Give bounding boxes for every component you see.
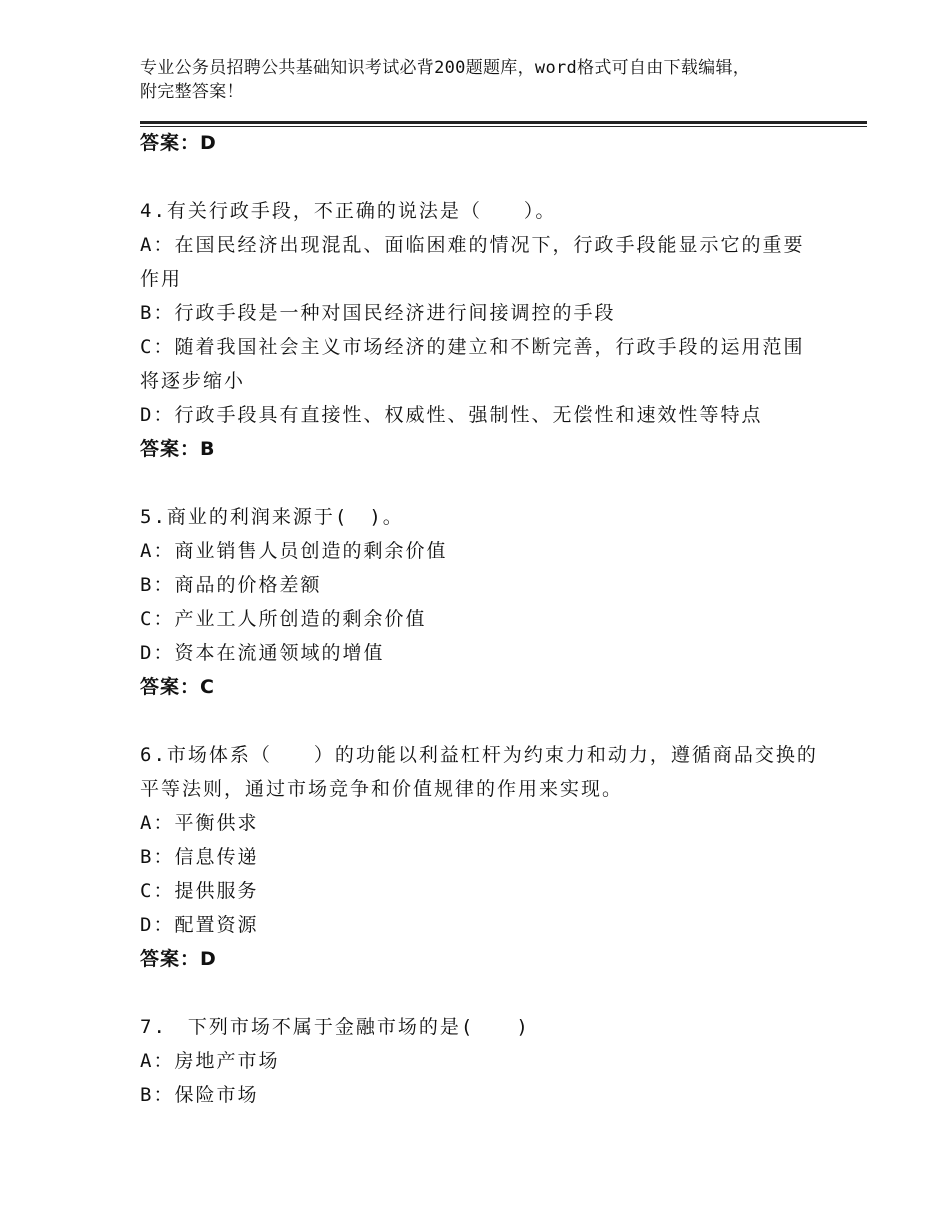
option-c: C：随着我国社会主义市场经济的建立和不断完善，行政手段的运用范围将逐步缩小 — [140, 336, 805, 392]
header-line-1: 专业公务员招聘公共基础知识考试必背200题题库，word格式可自由下载编辑， — [140, 58, 751, 78]
option-a: A：平衡供求 — [140, 812, 259, 834]
previous-answer: 答案：D — [140, 132, 217, 154]
page-header — [140, 56, 840, 104]
header-line-2: 附完整答案！ — [140, 82, 244, 102]
option-c: C：提供服务 — [140, 880, 259, 902]
option-d: D：行政手段具有直接性、权威性、强制性、无偿性和速效性等特点 — [140, 404, 763, 426]
option-a: A：房地产市场 — [140, 1050, 280, 1072]
option-c: C：产业工人所创造的剩余价值 — [140, 608, 427, 630]
question-5 — [140, 500, 820, 704]
question-stem: 4.有关行政手段，不正确的说法是（ ）。 — [140, 200, 557, 222]
question-6 — [140, 738, 820, 976]
option-d: D：配置资源 — [140, 914, 259, 936]
option-b: B：信息传递 — [140, 846, 259, 868]
question-list — [140, 126, 820, 1112]
question-7 — [140, 1010, 820, 1112]
answer-label: 答案：D — [140, 948, 217, 970]
option-d: D：资本在流通领域的增值 — [140, 642, 385, 664]
question-stem: 5.商业的利润来源于( )。 — [140, 506, 404, 528]
option-a: A：在国民经济出现混乱、面临困难的情况下，行政手段能显示它的重要作用 — [140, 234, 805, 290]
option-a: A：商业销售人员创造的剩余价值 — [140, 540, 448, 562]
question-4 — [140, 194, 820, 466]
answer-label: 答案：C — [140, 676, 215, 698]
question-stem: 7. 下列市场不属于金融市场的是( ) — [140, 1016, 530, 1038]
option-b: B：保险市场 — [140, 1084, 259, 1106]
answer-label: 答案：B — [140, 438, 216, 460]
option-b: B：商品的价格差额 — [140, 574, 322, 596]
option-b: B：行政手段是一种对国民经济进行间接调控的手段 — [140, 302, 616, 324]
question-stem: 6.市场体系（ ）的功能以利益杠杆为约束力和动力，遵循商品交换的平等法则，通过市场竞争和价值规律的作用来实现。 — [140, 744, 818, 800]
header-rule-thick — [140, 121, 867, 124]
